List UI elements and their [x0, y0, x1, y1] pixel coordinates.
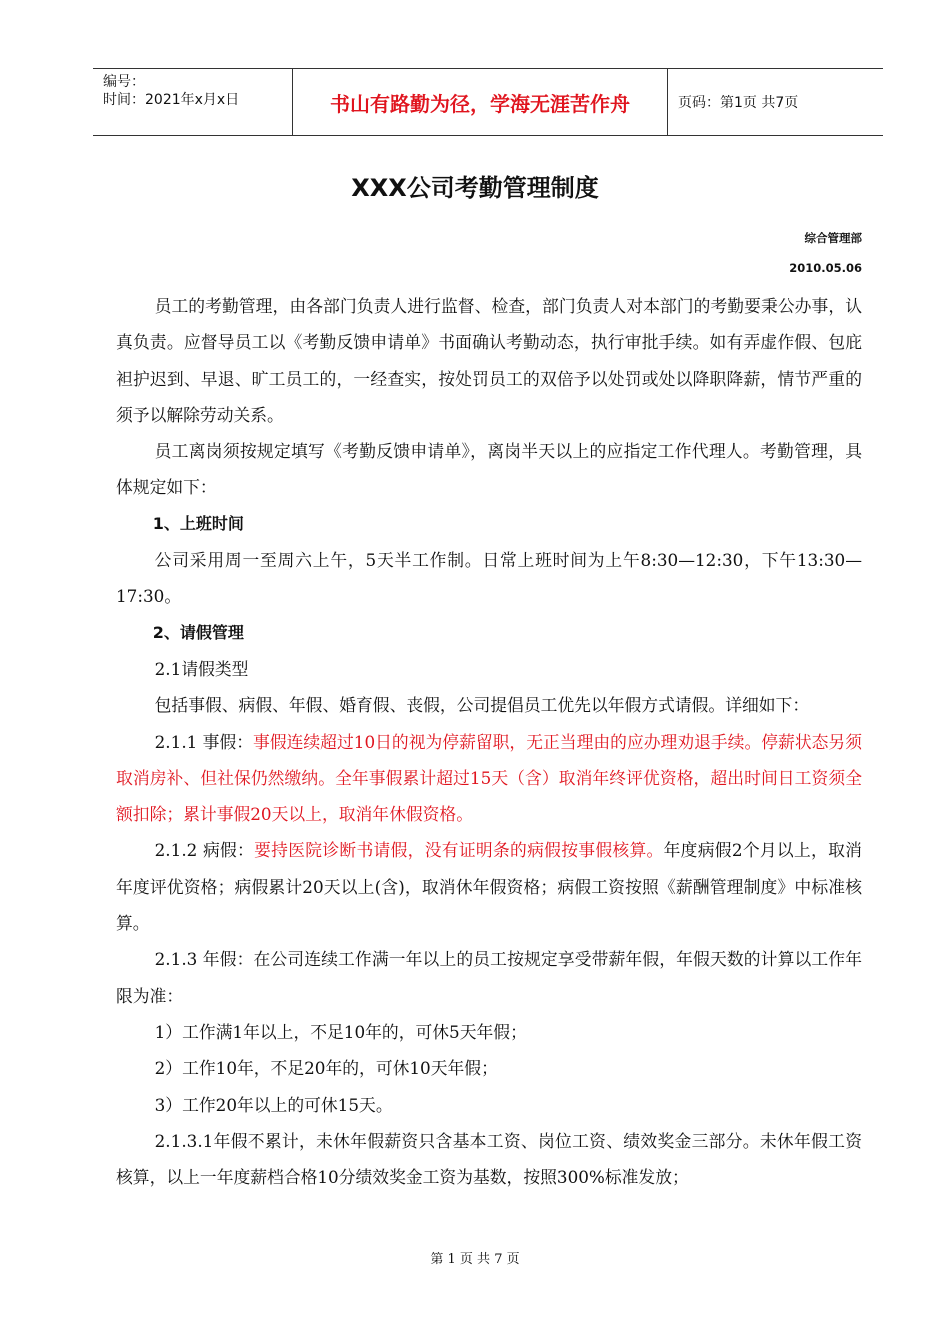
highlighted-text: 事假连续超过10日的视为停薪留职，无正当理由的应办理劝退手续。停薪状态另须取消房补、但社保仍然缴纳。全年事假累计超过15天（含）取消年终评优资格，超出时间日工资须全额扣除；累计事假20天以上，取消年休假资格。	[116, 731, 862, 825]
paragraph: 员工的考勤管理，由各部门负责人进行监督、检查，部门负责人对本部门的考勤要秉公办事，认真负责。应督导员工以《考勤反馈申请单》书面确认考勤动态，执行审批手续。如有弄虚作假、包庇袒护迟到、早退、旷工员工的，一经查实，按处罚员工的双倍予以处罚或处以降职降薪，情节严重的须予以解除劳动关系。	[116, 296, 862, 425]
paragraph: 包括事假、病假、年假、婚育假、丧假，公司提倡员工优先以年假方式请假。详细如下：	[154, 695, 810, 716]
clause-label: 2.1.1 事假：	[154, 731, 254, 752]
document-title: XXX公司考勤管理制度	[351, 174, 599, 202]
document-date: 2010.05.06	[789, 261, 862, 275]
list-item: 3）工作20年以上的可休15天。	[154, 1094, 393, 1115]
number-label: 编号：	[103, 74, 145, 90]
department-label: 综合管理部	[804, 231, 862, 245]
clause-label: 2.1.2 病假：	[154, 840, 255, 861]
list-item: 1）工作满1年以上，不足10年的，可休5天年假；	[154, 1021, 527, 1042]
document-body	[116, 288, 862, 1195]
paragraph: 2.1.3 年假：在公司连续工作满一年以上的员工按规定享受带薪年假，年假天数的计算以工作年限为准：	[116, 949, 862, 1006]
page-footer: 第 1 页 共 7 页	[430, 1252, 520, 1267]
paragraph: 公司采用周一至周六上午，5天半工作制。日常上班时间为上午8:30—12:30，下午13:30—17:30。	[116, 550, 862, 607]
section-heading: 2、请假管理	[152, 622, 244, 642]
clause-text: 年度病假2个月以上，取消年度评优资格；病假累计20天以上(含)，取消休年假资格；病假工资按照《薪酬管理制度》中标准核算。	[116, 840, 862, 934]
paragraph	[116, 724, 862, 833]
header-info-cell	[93, 69, 293, 135]
paragraph: 员工离岗须按规定填写《考勤反馈申请单》，离岗半天以上的应指定工作代理人。考勤管理，具体规定如下：	[116, 441, 862, 498]
paragraph: 2.1.3.1年假不累计，未休年假薪资只含基本工资、岗位工资、绩效奖金三部分。未休年假工资核算，以上一年度薪档合格10分绩效奖金工资为基数，按照300%标准发放；	[116, 1130, 862, 1188]
time-label: 时间：2021年x月x日	[103, 92, 240, 108]
page-header	[93, 68, 883, 136]
paragraph	[116, 832, 862, 941]
header-page-info: 页码：第1页 共7页	[678, 95, 799, 111]
subsection-heading: 2.1请假类型	[154, 658, 249, 679]
header-motto: 书山有路勤为径，学海无涯苦作舟	[293, 69, 668, 135]
highlighted-text: 要持医院诊断书请假，没有证明条的病假按事假核算。	[254, 840, 664, 861]
list-item: 2）工作10年，不足20年的，可休10天年假；	[154, 1058, 498, 1079]
section-heading: 1、上班时间	[152, 513, 244, 533]
